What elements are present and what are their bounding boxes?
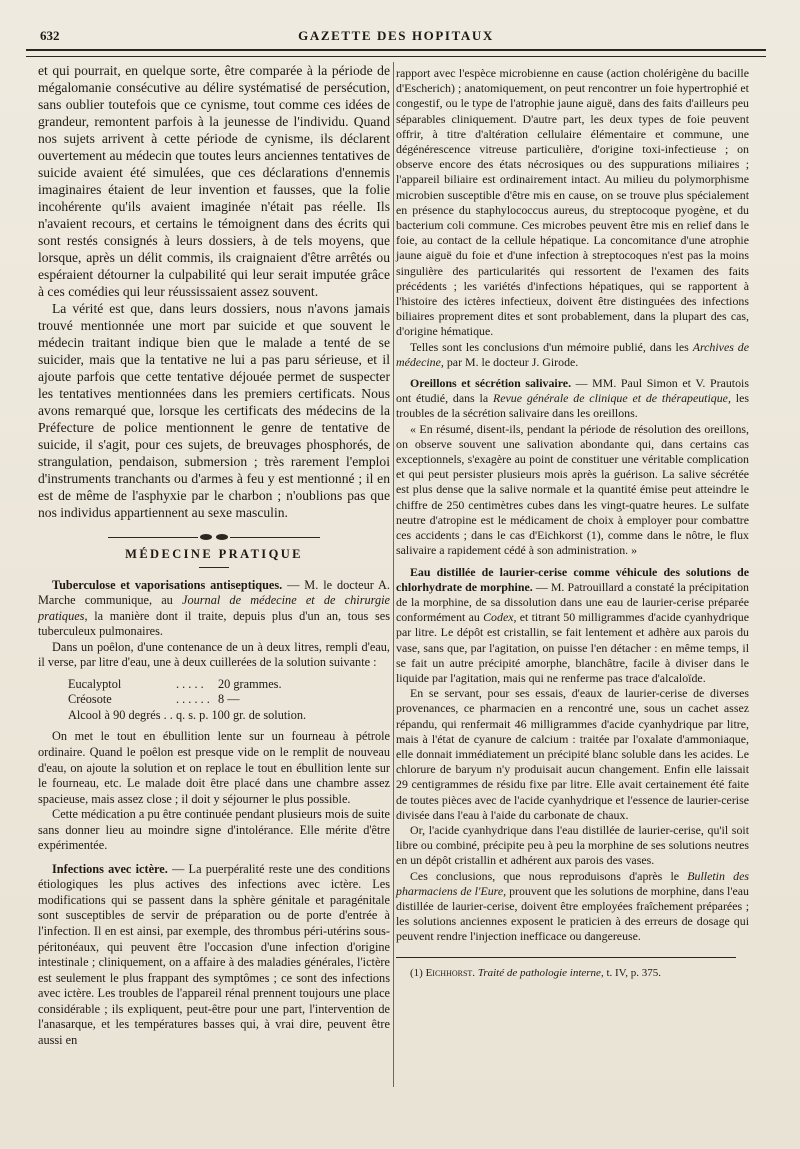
footnote: (1) Eichhorst. Traité de pathologie interne, t. IV, p. 375.	[410, 966, 661, 979]
footnote-rule	[396, 957, 736, 958]
article-tuberculose-intro: Tuberculose et vaporisations antiseptiques. — M. le docteur A. Marche communique, au Journal de médecine et de chirurgie pratiques, la manière dont il traite, depuis plus d'un an, tous ses tuberculeux pulmonaires.	[38, 577, 390, 639]
article-eau-laurier-intro: Eau distillée de laurier-cerise comme véhicule des solutions de chlorhydrate de morphine. — M. Patrouillard a constaté la précipitation de la morphine, de sa dissolution dans une eau de laurier-cerise préparée conformément au Codex, et titrant 50 milligrammes d'acide cyanhydrique par litre. Le dépôt est cristallin, se fait lentement et adhère aux parois du vase, sans que, par l'agitation, on puisse l'en détacher : en même temps, il se fait un autre précipité amorphe, blanchâtre, facile à diviser dans le liquide par l'agitation, mais qui ne renferme pas trace d'alcaloïde.	[396, 564, 750, 685]
column-divider	[393, 62, 394, 1087]
journal-citation: Revue générale de clinique et de thérapeutique,	[492, 391, 731, 406]
section-title-rule	[199, 567, 229, 568]
section-title-medecine-pratique: MÉDECINE PRATIQUE	[125, 547, 303, 561]
paragraph-suicide-cynism: et qui pourrait, en quelque sorte, être comparée à la période de mégalomanie consécutive au délire systématisé de persécution, sans oublier toutefois que ce cynisme, tout comme ces idées de grandeur, remontent parfois à la jeunesse de l'individu. Quand nos sujets arrivent à cette période de cynisme, ils déclarent ouvertement au médecin que toutes leurs anciennes tentatives de suicide avaient été simulées, que ces déclarations d'ennemis imaginaires étaient de leur invention et fausses, que la folie incohérente qu'ils avaient imaginée n'était pas réelle. Ils n'avaient recours, et certains le témoignent dans des écrits qui sont restés consignés à leurs dossiers, à de tels moyens, que lorsque, après un délit commis, ils craignaient d'être arrêtés ou espéraient détourner la culpabilité qui leur serait imputée grâce à ces comédies qui leur réussissaient assez souvent.	[38, 63, 390, 299]
page-number: 632	[40, 28, 60, 43]
article-tuberculose-procedure: On met le tout en ébullition lente sur un fourneau à pétrole ordinaire. Quand le poêlon est presque vide on le remplit de nouveau d'eau, on ajoute la solution et on replace le tout en ébullition lente sur le fourneau, etc. Le malade doit être placé dans une chambre assez spacieuse, mais assez close ; il doit y séjourner le plus possible.	[38, 729, 390, 806]
article-eau-laurier-conclusion: Ces conclusions, que nous reproduisons d'après le Bulletin des pharmaciens de l'Eure, prouvent que les solutions de morphine, dans l'eau distillée de laurier-cerise, doivent être employées fraîchement préparées ; les solutions anciennes exposent le praticien à des erreurs de dosage qui peuvent rendre l'injection inefficace ou dangereuse.	[396, 868, 749, 944]
article-heading-ictere: Infections avec ictère.	[52, 861, 168, 876]
paragraph-ictere-continued: rapport avec l'espèce microbienne en cause (action cholérigène du bacille d'Escherich) ; anatomiquement, on peut rencontrer un foie hypertrophié et congestif, ou le type de l'atrophie jaune aiguë, dans des faits d'ailleurs peu séparables cliniquement. D'autre part, les deux types de foie peuvent offrir, à titre d'altération cellulaire élémentaire et commune, une dégénérescence vitreuse particulière, d'origine toxi-infectieuse ; on observe encore des états nécrosiques ou des suppurations miliaires ; l'appareil biliaire est ordinairement intact. Au milieu du polymorphisme microbien susceptible d'être mis en cause, on se trouve plus spécialement en présence du staphylococcus aureus, du streptocoque pyogène, et du bacterium coli commune. Ces microbes peuvent être mis en relief dans le foie, au contact de la cellule hépatique. La concomitance d'une atrophie jaune aiguë du foie et d'une infection à streptocoques n'est pas la moins singulière des particularités qui ressortent de l'examen des faits précédents ; les variétés d'infections hépatiques, qui se rapportent à l'histoire des ictères infectieux, doivent être distinguées des infections biliaires proprement dites et sont probablement, dans la plupart des cas, d'origine hématique.	[396, 66, 749, 339]
journal-citation: Bulletin des pharmaciens de l'Eure,	[396, 868, 749, 898]
article-heading-eau-laurier: Eau distillée de laurier-cerise comme véhicule des solutions de chlorhydrate de morphine.	[396, 564, 749, 594]
article-tuberculose-method: Dans un poêlon, d'une contenance de un à deux litres, rempli d'eau, il verse, par litre d'eau, une à deux cuillerées de la solution suivante :	[38, 639, 390, 670]
article-eau-laurier-precipitation: Or, l'acide cyanhydrique dans l'eau distillée de laurier-cerise, qu'il soit libre ou combiné, précipite peu à peu la morphine de ses solutions neutres en un dépôt cristallin et adhérent aux parois des vases.	[396, 822, 749, 868]
journal-title: GAZETTE DES HOPITAUX	[298, 28, 494, 43]
recipe-row: Créosote . . . . . . 8 —	[68, 692, 240, 707]
header-double-rule	[26, 49, 766, 57]
article-heading-oreillons: Oreillons et sécrétion salivaire.	[410, 376, 572, 391]
article-heading-tuberculose: Tuberculose et vaporisations antiseptiques.	[52, 577, 283, 592]
article-oreillons-quote: « En résumé, disent-ils, pendant la période de résolution des oreillons, on observe souvent une salivation abondante qui, dans certains cas exceptionnels, s'exagère au point de constituer une véritable complication et qui peut persister plusieurs mois après la guérison. La salive sécrétée est plus dense que la salive normale et la quantité émise peut atteindre le chiffre de 250 centimètres cubes dans les vingt-quatre heures. Le sulfate neutre d'atropine est le médicament de choix à employer pour combattre ces accidents ; dans le cas d'Eichkorst (1), comme dans le nôtre, le flux salivaire a rapidement cédé à son administration. »	[396, 421, 749, 558]
article-tuberculose-conclusion: Cette médication a pu être continuée pendant plusieurs mois de suite sans donner lieu au moindre signe d'intolérance. Elle mérite d'être expérimentée.	[38, 807, 390, 853]
recipe-formula	[68, 677, 390, 724]
paragraph-ictere-source: Telles sont les conclusions d'un mémoire publié, dans les Archives de médecine, par M. le docteur J. Girode.	[396, 339, 749, 369]
recipe-row: Alcool à 90 degrés . . q. s. p. 100 gr. de solution.	[68, 707, 307, 722]
article-infections-ictere: Infections avec ictère. — La puerpéralité reste une des conditions étiologiques les plus actives des infections avec ictère. Les modifications qui se passent dans la sphère génitale et paragénitale sont susceptibles de servir de préparation ou de porte d'entrée à l'infection. Il en est ainsi, par exemple, des thrombus péri-utérins sous-péritonéaux, qui peuvent être l'occasion d'une infection d'origine intestinale ; cliniquement, on a affaire à des maladies générales, l'ictère est seulement le plus frappant des symptômes ; ce sont des infections avec ictère. Les troubles de l'appareil rénal prennent toujours une place considérable ; ils expliquent, peut-être pour une part, l'intervention de l'anasarque, et les températures basses qui, à vrai dire, peuvent être aussi en	[38, 861, 390, 1047]
codex-citation: Codex,	[483, 610, 517, 625]
recipe-row: Eucalyptol . . . . . 20 grammes.	[68, 676, 282, 691]
article-oreillons-intro: Oreillons et sécrétion salivaire. — MM. Paul Simon et V. Prautois ont étudié, dans la Revue générale de clinique et de thérapeutique, les troubles de la sécrétion salivaire dans les oreillons.	[396, 376, 749, 421]
article-eau-laurier-essais: En se servant, pour ses essais, d'eaux de laurier-cerise de diverses provenances, ce pharmacien en a rencontré une, sous un cachet assez répandu, qui renfermait 46 milligrammes d'acide cyanhydrique par litre, mais à l'état de cyanure de calcium : traitée par l'oxalate d'ammoniaque, elle donnait immédiatement un précipité blanc soluble dans les acides. Le chlorure de baryum n'y produisait aucun changement. Enfin elle laissait 29 centigrammes de résidu fixe par litre. Elle avait certainement été faite de toutes pièces avec de l'acide cyanhydrique et l'essence de laurier-cerise divisée dans l'eau à l'aide du carbonate de chaux.	[396, 686, 749, 822]
section-ornament	[38, 529, 390, 541]
right-column	[396, 66, 749, 981]
journal-citation: Archives de médecine,	[396, 339, 749, 369]
paragraph-suicide-records: La vérité est que, dans leurs dossiers, nous n'avons jamais trouvé mentionnée une mort par suicide et que souvent le médecin traitant indique bien que le malade a tenté de se suicider, mais que la tentative ne lui a pas paru sérieuse, et il ajoute parfois que cette tentative déjouée permet de suspecter les tentatives mentionnées dans les premiers certificats. Nous avons remarqué que, lorsque les certificats des médecins de la Préfecture de police mentionnent le genre de tentative de suicide, il s'agit, pour ces sujets, de breuvages phosphorés, de strangulation, pendaison, submersion ; très rarement l'emploi d'instruments tranchants ou d'armes à feu y est mentionné ; il en est de même de l'asphyxie par le charbon ; n'oublions pas que nos individus appartiennent au sexe masculin.	[38, 301, 390, 520]
left-column	[38, 62, 390, 1048]
journal-citation: Journal de médecine et de chirurgie pratiques,	[38, 593, 390, 623]
page-header	[26, 26, 766, 48]
